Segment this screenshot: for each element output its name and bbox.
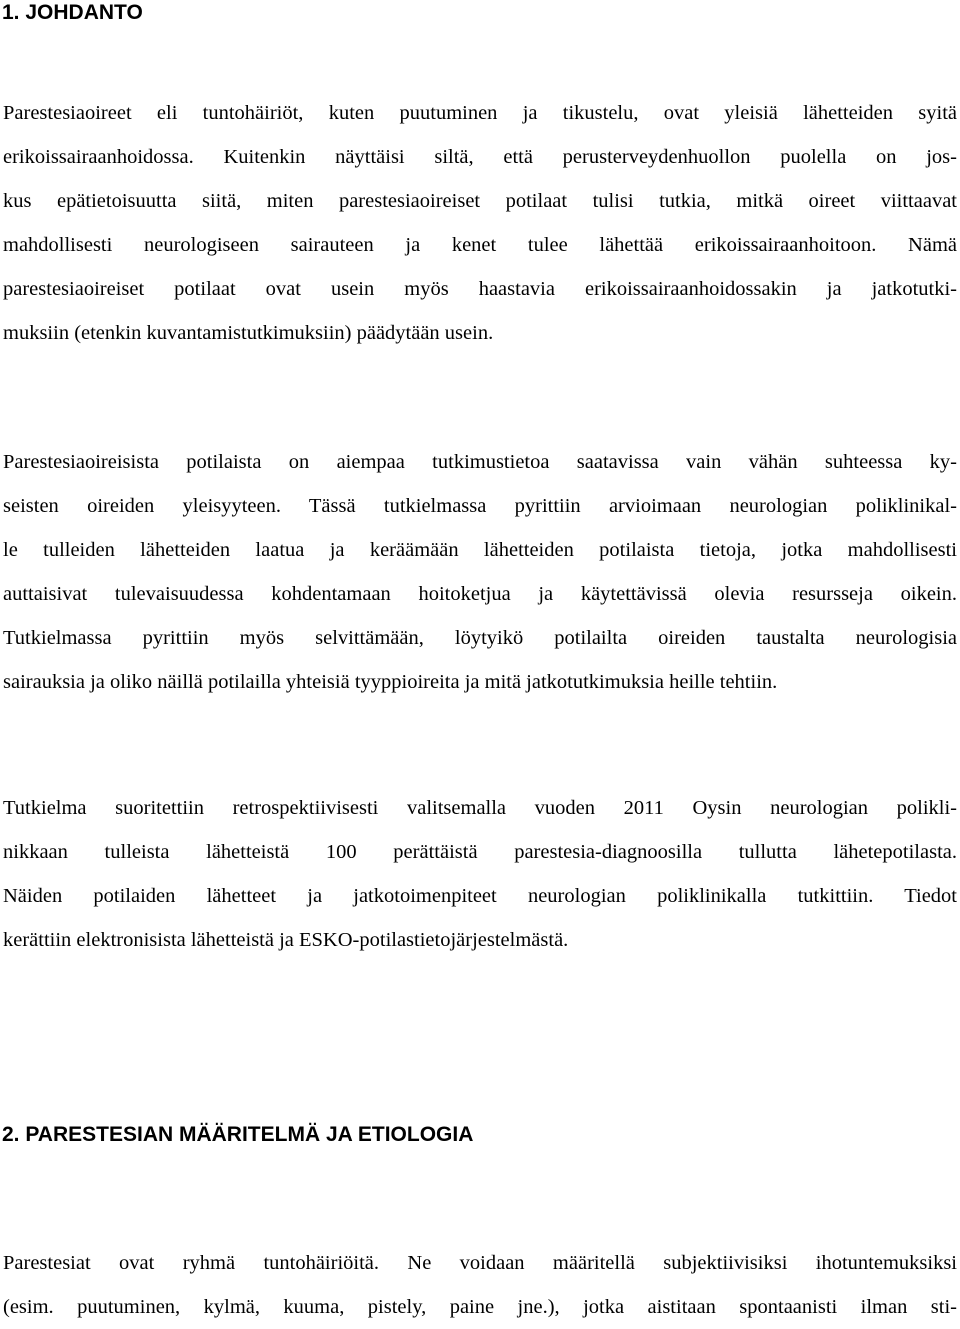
text-line: erikoissairaanhoidossa. Kuitenkin näyttäisi siltä, että perusterveydenhuollon puolella on jos- — [3, 146, 957, 168]
section-2-heading: 2. PARESTESIAN MÄÄRITELMÄ JA ETIOLOGIA — [2, 1123, 474, 1146]
paragraph-definition — [3, 1241, 957, 1329]
text-line: muksiin (etenkin kuvantamistutkimuksiin) päädytään usein. — [3, 322, 494, 344]
section-1-heading: 1. JOHDANTO — [2, 1, 143, 24]
text-line: (esim. puutuminen, kylmä, kuuma, pistely, paine jne.), jotka aistitaan spontaanisti ilman sti- — [3, 1296, 957, 1318]
text-line: Näiden potilaiden lähetteet ja jatkotoimenpiteet neurologian poliklinikalla tutkittiin. Tiedot — [3, 885, 957, 907]
text-line: auttaisivat tulevaisuudessa kohdentamaan hoitoketjua ja käytettävissä olevia resursseja oikein. — [3, 583, 957, 605]
text-line: parestesiaoireiset potilaat ovat usein myös haastavia erikoissairaanhoidossakin ja jatkotutki- — [3, 278, 957, 300]
text-line: nikkaan tulleista lähetteistä 100 perättäistä parestesia-diagnoosilla tullutta lähetepotilasta. — [3, 841, 957, 863]
paragraph-study-aim — [3, 440, 957, 704]
text-line: sairauksia ja oliko näillä potilailla yhteisiä tyyppioireita ja mitä jatkotutkimuksia heille tehtiin. — [3, 671, 778, 693]
text-line: le tulleiden lähetteiden laatua ja keräämään lähetteiden potilaista tietoja, jotka mahdollisesti — [3, 539, 957, 561]
text-line: Parestesiaoireisista potilaista on aiempaa tutkimustietoa saatavissa vain vähän suhteessa ky- — [3, 451, 957, 473]
text-line: kus epätietoisuutta siitä, miten parestesiaoireiset potilaat tulisi tutkia, mitkä oireet viittaavat — [3, 190, 957, 212]
paragraph-methods — [3, 786, 957, 962]
text-line: Tutkielmassa pyrittiin myös selvittämään, löytyikö potilailta oireiden taustalta neurologisia — [3, 627, 957, 649]
text-line: Parestesiaoireet eli tuntohäiriöt, kuten puutuminen ja tikustelu, ovat yleisiä lähetteiden syitä — [3, 102, 957, 124]
paragraph-introduction — [3, 91, 957, 355]
text-line: kerättiin elektronisista lähetteistä ja ESKO-potilastietojärjestelmästä. — [3, 929, 569, 951]
text-line: Tutkielma suoritettiin retrospektiivisesti valitsemalla vuoden 2011 Oysin neurologian polikli- — [3, 797, 957, 819]
text-line: Parestesiat ovat ryhmä tuntohäiriöitä. Ne voidaan määritellä subjektiivisiksi ihotuntemuksiksi — [3, 1252, 957, 1274]
text-line: seisten oireiden yleisyyteen. Tässä tutkielmassa pyrittiin arvioimaan neurologian poliklinikal- — [3, 495, 957, 517]
text-line: mahdollisesti neurologiseen sairauteen ja kenet tulee lähettää erikoissairaanhoitoon. Nämä — [3, 234, 957, 256]
